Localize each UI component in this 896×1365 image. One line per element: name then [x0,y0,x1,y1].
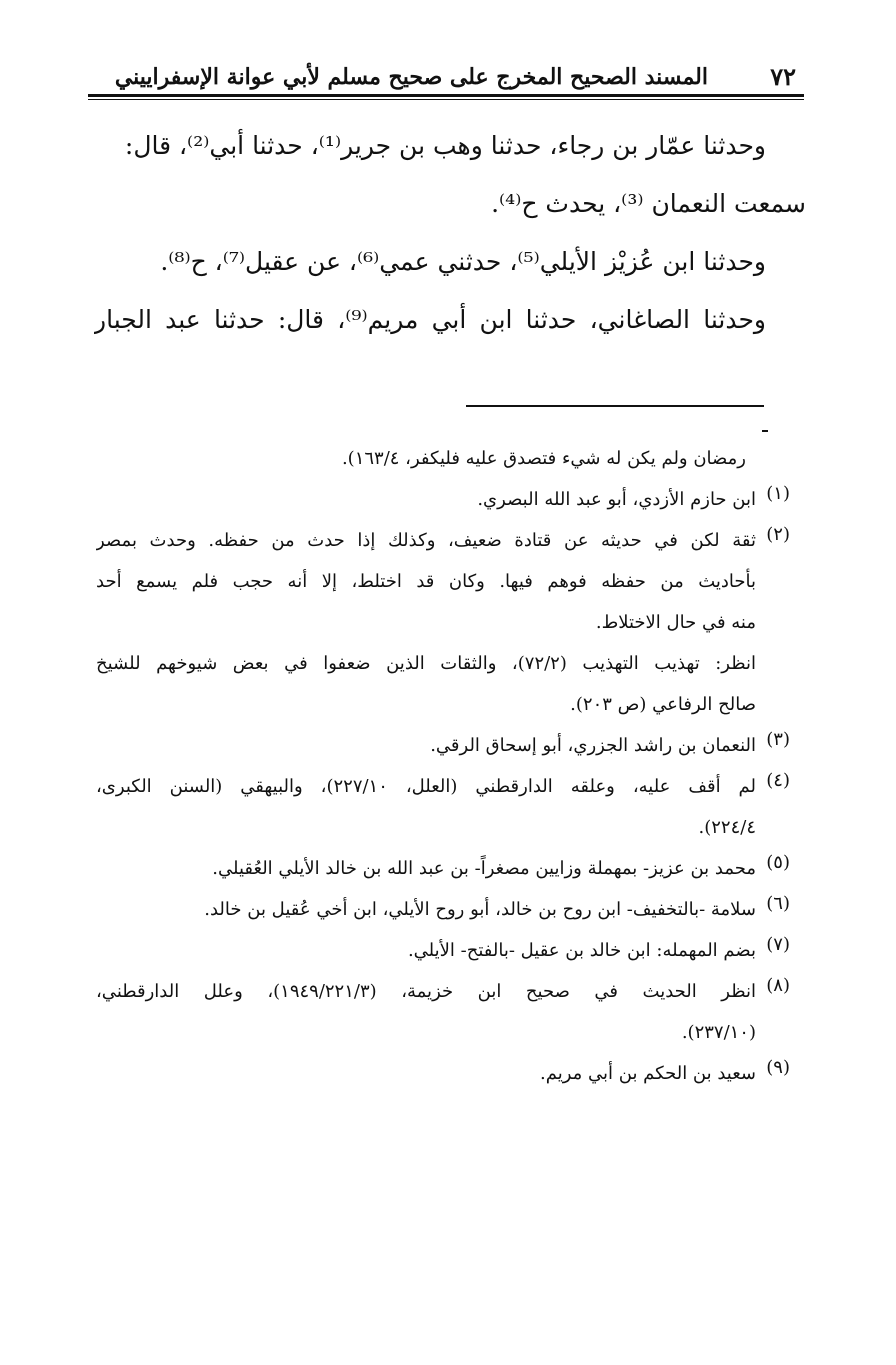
footnote-line: صالح الرفاعي (ص ٢٠٣). [570,694,756,715]
footnote-2-reference [96,643,790,725]
footnote-line: رمضان ولم يكن له شيء فتصدق عليه فليكفر، ١٦٣/٤). [341,448,746,469]
footnote-line: بضم المهمله: ابن خالد بن عقيل -بالفتح- الأيلي. [407,940,756,961]
footnote-line: سعيد بن الحكم بن أبي مريم. [540,1063,756,1084]
main-text-line-4: وحدثنا الصاغاني، حدثنا ابن أبي مريم⁽⁹⁾، قال: حدثنا عبد الجبار [94,305,766,334]
footnote-line: (٢٣٧/١٠). [681,1022,756,1043]
footnote-line: انظر الحديث في صحيح ابن خزيمة، (١٩٤٩/٢٢١/٣)، وعلل الدارقطني، [96,981,756,1002]
footnote-carryover [96,438,790,479]
header-rule-thick [88,94,804,97]
footnote-line: النعمان بن راشد الجزري، أبو إسحاق الرقي. [430,735,756,756]
footnote-number: (٩) [766,1057,790,1078]
footnote-number: (٥) [766,852,790,873]
footnote-6 [96,889,790,930]
footnote-9 [96,1053,790,1094]
footnote-2 [96,520,790,643]
footnote-number: (٢) [766,524,790,545]
footnote-5 [96,848,790,889]
footnotes [96,438,790,1094]
footnote-line: سلامة -بالتخفيف- ابن روح بن خالد، أبو روح الأيلي، ابن أخي عُقيل بن خالد. [204,899,756,920]
footnote-line: ثقة لكن في حديثه عن قتادة ضعيف، وكذلك إذا حدث من حفظه. وحدث بمصر [96,530,756,551]
footnote-separator [466,405,764,407]
footnote-7 [96,930,790,971]
main-text [94,118,806,350]
footnote-1 [96,479,790,520]
footnote-line: لم أقف عليه، وعلقه الدارقطني (العلل، ٢٢٧/١٠)، والبيهقي (السنن الكبرى، [96,776,756,797]
header-rule-thin [88,99,804,100]
footnote-number [756,643,790,725]
main-text-line-3: وحدثنا ابن عُزيْز الأيلي⁽⁵⁾، حدثني عمي⁽⁶⁾، عن عقيل⁽⁷⁾، ح⁽⁸⁾. [160,247,766,276]
footnote-number: (٧) [766,934,790,955]
main-text-line-1: وحدثنا عمّار بن رجاء، حدثنا وهب بن جرير⁽¹⁾، حدثنا أبي⁽²⁾، قال: [124,131,766,160]
footnote-8 [96,971,790,1053]
running-title: المسند الصحيح المخرج على صحيح مسلم لأبي عوانة الإسفراييني [114,64,708,90]
footnote-line: انظر: تهذيب التهذيب (٧٢/٢)، والثقات الذين ضعفوا في بعض شيوخهم للشيخ [96,653,756,674]
footnote-number: (٤) [766,770,790,791]
footnote-line: محمد بن عزيز- بمهملة وزايين مصغراً- بن عبد الله بن خالد الأيلي العُقيلي. [212,858,756,879]
footnote-number: (٣) [766,729,790,750]
footnote-number: (٦) [766,893,790,914]
page-number: ٧٢ [770,62,796,91]
footnote-line: بأحاديث من حفظه فوهم فيها. وكان قد اختلط، إلا أنه حجب فلم يسمع أحد [96,571,756,592]
footnote-4 [96,766,790,848]
footnote-line: ابن حازم الأزدي، أبو عبد الله البصري. [477,489,756,510]
main-text-line-2: سمعت النعمان ⁽³⁾، يحدث ح⁽⁴⁾. [491,189,806,218]
footnote-continuation-mark [762,430,768,432]
footnote-number: (٨) [766,975,790,996]
page-header [88,62,804,96]
footnote-number: (١) [766,483,790,504]
footnote-line: ٢٢٤/٤). [698,817,756,838]
footnote-line: منه في حال الاختلاط. [595,612,756,633]
footnote-3 [96,725,790,766]
